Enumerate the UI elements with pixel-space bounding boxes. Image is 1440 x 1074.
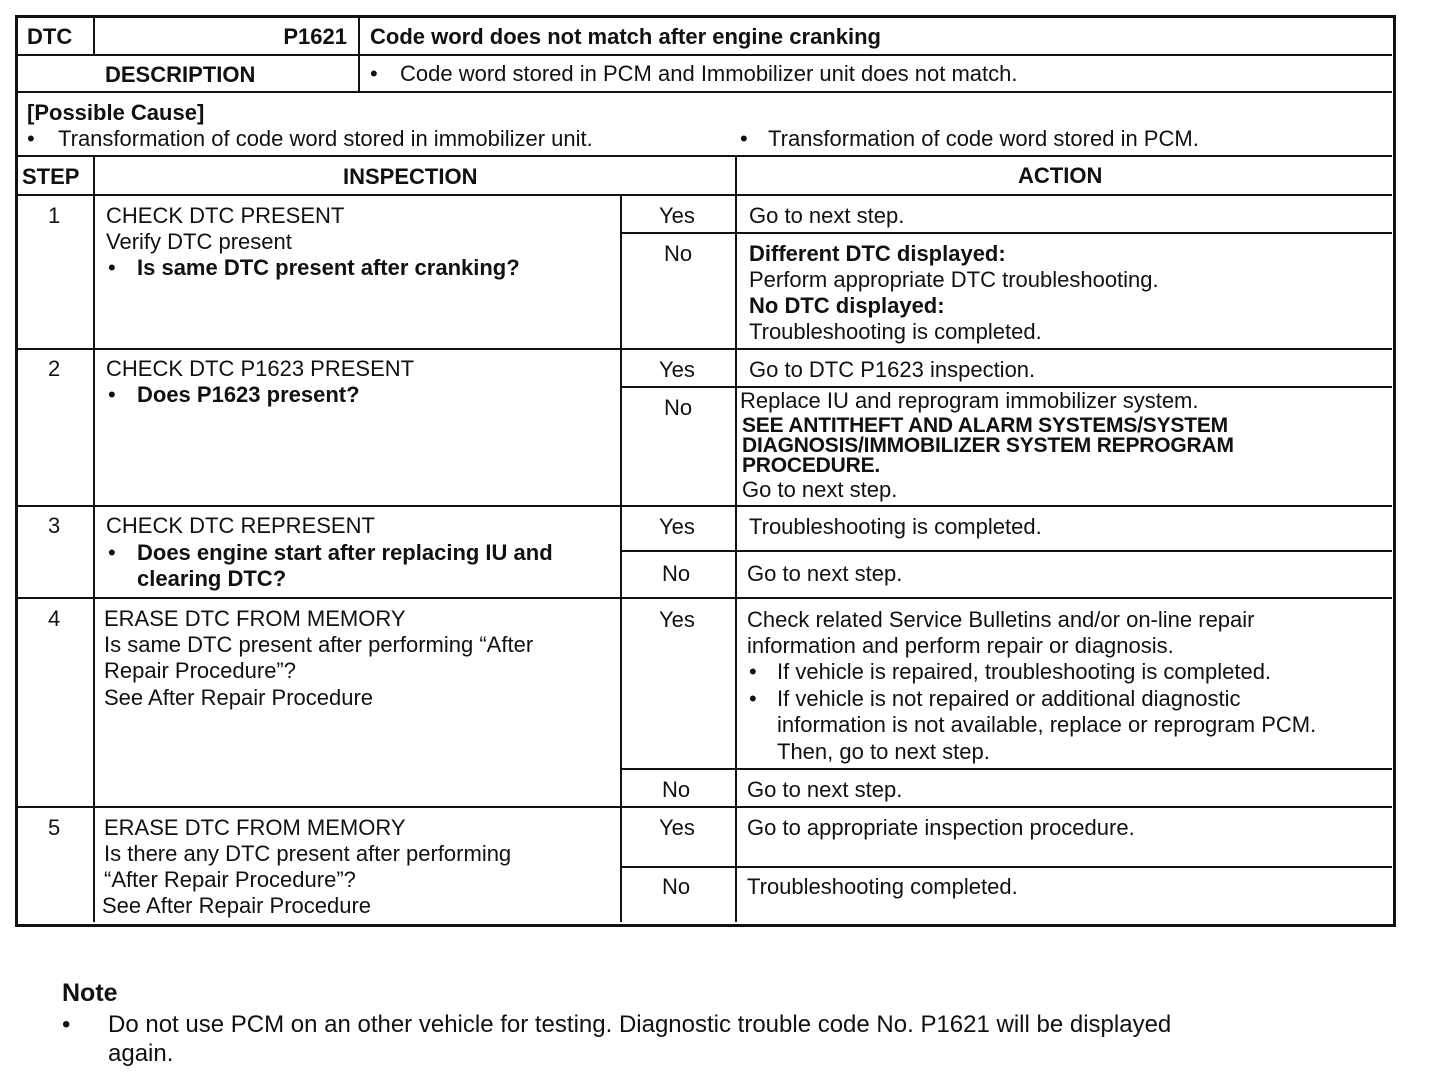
reference-text: PROCEDURE. [742,454,881,477]
step-text: Verify DTC present [106,229,292,254]
bullet: • [740,126,748,151]
yes-label: Yes [659,607,695,632]
yes-action: Go to DTC P1623 inspection. [749,357,1036,382]
no-action-text: Replace IU and reprogram immobilizer system. [740,388,1199,413]
column-header-step: STEP [22,164,80,189]
yes-label: Yes [659,357,695,382]
col-divider [735,156,737,922]
step-number: 2 [48,356,61,381]
bullet: • [108,255,116,280]
no-label: No [662,874,691,899]
row-divider [17,194,1392,196]
step-title: CHECK DTC REPRESENT [106,513,375,538]
description-label: DESCRIPTION [105,62,256,87]
possible-cause-title: [Possible Cause] [27,100,205,125]
note-title: Note [62,979,118,1007]
step-text: See After Repair Procedure [102,893,372,918]
no-action-text: Go to next step. [742,477,898,502]
step-text: Is same DTC present after performing “After [104,632,534,657]
no-action-heading: Different DTC displayed: [749,241,1006,266]
step-number: 5 [48,815,61,840]
no-action-text: Perform appropriate DTC troubleshooting. [749,267,1159,292]
yes-action-bullet: If vehicle is not repaired or additional diagnostic [777,686,1241,711]
step-question: Does engine start after replacing IU and [137,540,553,565]
bullet: • [749,686,757,711]
step-title: CHECK DTC P1623 PRESENT [106,356,415,381]
no-action-text: Troubleshooting completed. [747,874,1018,899]
note-text: Do not use PCM on an other vehicle for testing. Diagnostic trouble code No. P1621 will be displayed [108,1011,1172,1038]
step-text: “After Repair Procedure”? [104,867,356,892]
col-divider [93,156,95,922]
yes-label: Yes [659,203,695,228]
no-action-text: Troubleshooting is completed. [749,319,1042,344]
row-divider [17,348,1392,350]
row-divider [17,505,1392,507]
col-divider [358,17,360,92]
step-question: Is same DTC present after cranking? [137,255,520,280]
step-number: 3 [48,513,61,538]
yes-action: Troubleshooting is completed. [749,514,1042,539]
step-text: See After Repair Procedure [104,685,374,710]
col-divider [620,195,622,922]
yes-label: Yes [659,514,695,539]
dtc-code: P1621 [283,24,347,49]
bullet: • [749,659,757,684]
col-divider [93,17,95,55]
dtc-title: Code word does not match after engine cranking [370,24,881,49]
note-text: again. [108,1040,174,1067]
description-text: Code word stored in PCM and Immobilizer unit does not match. [400,61,1018,86]
yes-action-bullet: information is not available, replace or reprogram PCM. [777,712,1317,737]
possible-cause-item: Transformation of code word stored in immobilizer unit. [58,126,593,151]
no-action-text: Go to next step. [747,561,903,586]
row-divider [17,54,1392,56]
no-action-text: Go to next step. [747,777,903,802]
step-number: 4 [48,606,61,631]
row-divider [17,155,1392,157]
yes-action-text: Check related Service Bulletins and/or on-line repair [747,607,1255,632]
yes-action-bullet: If vehicle is repaired, troubleshooting is completed. [777,659,1272,684]
bullet: • [108,540,116,565]
bullet: • [370,61,378,86]
yes-action-text: information and perform repair or diagnosis. [747,633,1174,658]
no-label: No [662,777,691,802]
possible-cause-item: Transformation of code word stored in PCM. [768,126,1199,151]
bullet: • [62,1011,71,1038]
step-question: clearing DTC? [137,566,287,591]
no-label: No [664,395,693,420]
no-label: No [664,241,693,266]
yes-action: Go to next step. [749,203,905,228]
reference-text: DIAGNOSIS/IMMOBILIZER SYSTEM REPROGRAM [742,434,1234,457]
row-divider [17,91,1392,93]
bullet: • [27,126,35,151]
step-title: CHECK DTC PRESENT [106,203,345,228]
row-divider [17,597,1392,599]
step-number: 1 [48,203,61,228]
no-label: No [662,561,691,586]
yes-action: Go to appropriate inspection procedure. [747,815,1135,840]
step-title: ERASE DTC FROM MEMORY [104,606,406,631]
step-question: Does P1623 present? [137,382,360,407]
step-text: Repair Procedure”? [104,658,296,683]
yes-label: Yes [659,815,695,840]
no-action-heading: No DTC displayed: [749,293,945,318]
bullet: • [108,382,116,407]
column-header-inspection: INSPECTION [343,164,478,189]
step-text: Is there any DTC present after performing [104,841,512,866]
dtc-label: DTC [27,24,73,49]
row-divider [17,806,1392,808]
yes-action-bullet: Then, go to next step. [777,739,990,764]
step-title: ERASE DTC FROM MEMORY [104,815,406,840]
column-header-action: ACTION [1018,163,1103,188]
reference-text: SEE ANTITHEFT AND ALARM SYSTEMS/SYSTEM [742,414,1228,437]
